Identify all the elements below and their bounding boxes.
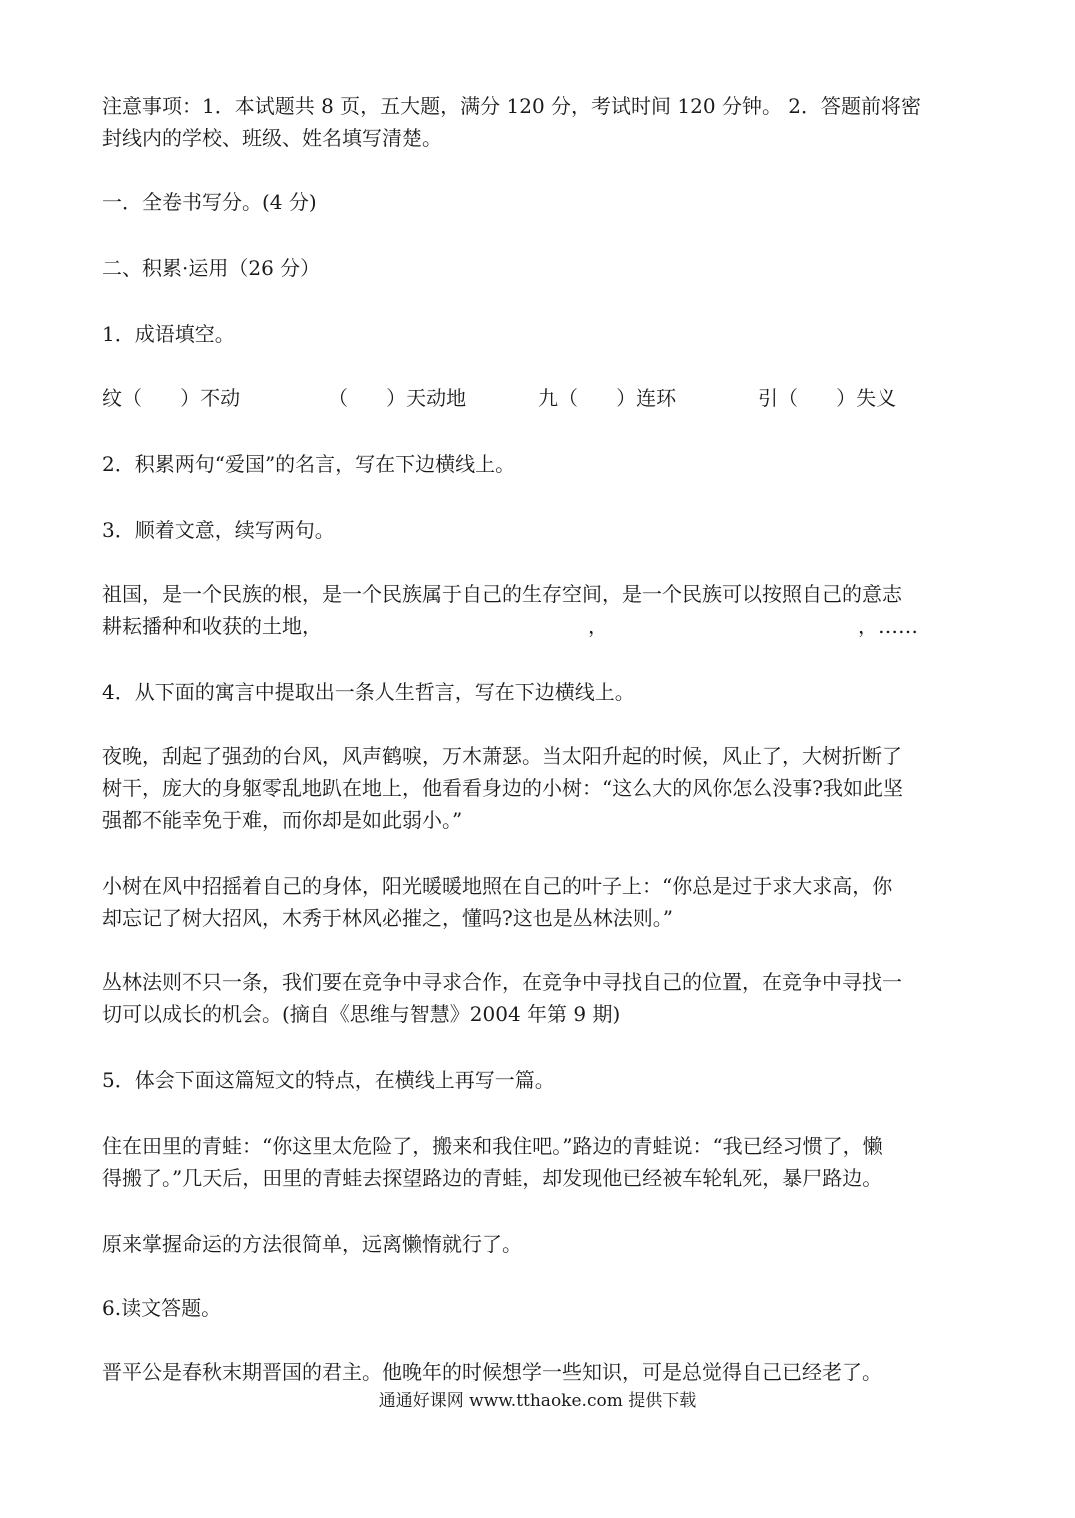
- continuation-comma: ，: [588, 614, 608, 638]
- section-2-heading: 二、积累·运用（26 分）: [102, 256, 321, 280]
- idiom-blank-3: 九（ ）连环: [538, 386, 677, 410]
- fable-p3-line-1: 丛林法则不只一条，我们要在竞争中寻求合作，在竞争中寻找自己的位置，在竞争中寻找一: [102, 970, 902, 994]
- notice-paragraph: [102, 90, 974, 154]
- fable-paragraph-2: [102, 870, 974, 934]
- question-3-line-1: 祖国，是一个民族的根，是一个民族属于自己的生存空间，是一个民族可以按照自己的意志: [102, 582, 902, 606]
- idiom-fill-row: [102, 382, 974, 414]
- question-3-line-2-start: 耕耘播种和收获的土地，: [102, 614, 322, 638]
- idiom-blank-2: （ ）天动地: [328, 386, 467, 410]
- fable-p1-line-1: 夜晚，刮起了强劲的台风，风声鹤唳，万木萧瑟。当太阳升起的时候，风止了，大树折断了: [102, 744, 902, 768]
- notice-line-1: 注意事项：1．本试题共 8 页，五大题，满分 120 分，考试时间 120 分钟。 2．答题前将密: [102, 94, 922, 118]
- fable-p1-line-2: 树干，庞大的身躯零乱地趴在地上，他看看身边的小树：“这么大的风你怎么没事?我如此坚: [102, 776, 903, 800]
- question-2-title: 2．积累两句“爱国”的名言，写在下边横线上。: [102, 452, 516, 476]
- page-footer: 通通好课网 www.tthaoke.com 提供下载: [378, 1391, 697, 1411]
- fable-p2-line-1: 小树在风中招摇着自己的身体，阳光暖暖地照在自己的叶子上：“你总是过于求大求高，你: [102, 874, 893, 898]
- question-6-passage: 晋平公是春秋末期晋国的君主。他晚年的时候想学一些知识，可是总觉得自己已经老了。: [102, 1360, 882, 1384]
- fable-p3-line-2: 切可以成长的机会。(摘自《思维与智慧》2004 年第 9 期): [102, 1002, 621, 1026]
- fable-paragraph-3: [102, 966, 974, 1030]
- idiom-blank-1: 纹（ ）不动: [102, 386, 241, 410]
- question-3-title: 3．顺着文意，续写两句。: [102, 518, 335, 542]
- frog-story-moral: 原来掌握命运的方法很简单，远离懒惰就行了。: [102, 1232, 522, 1256]
- frog-story-line-2: 得搬了。”几天后，田里的青蛙去探望路边的青蛙，却发现他已经被车轮轧死，暴尸路边。: [102, 1166, 883, 1190]
- fable-paragraph-1: [102, 740, 974, 836]
- idiom-blank-4: 引（ ）失义: [758, 386, 897, 410]
- question-3-line-2: [102, 610, 974, 642]
- frog-story-paragraph: [102, 1130, 974, 1194]
- question-3-passage: [102, 578, 974, 642]
- notice-line-2: 封线内的学校、班级、姓名填写清楚。: [102, 126, 442, 150]
- continuation-ending: ，……: [858, 614, 918, 638]
- question-5-title: 5．体会下面这篇短文的特点，在横线上再写一篇。: [102, 1068, 555, 1092]
- section-1-heading: 一．全卷书写分。(4 分): [102, 190, 317, 214]
- frog-story-line-1: 住在田里的青蛙：“你这里太危险了，搬来和我住吧。”路边的青蛙说：“我已经习惯了，懒: [102, 1134, 883, 1158]
- question-4-title: 4．从下面的寓言中提取出一条人生哲言，写在下边横线上。: [102, 680, 635, 704]
- fable-p2-line-2: 却忘记了树大招风，木秀于林风必摧之，懂吗?这也是丛林法则。”: [102, 906, 673, 930]
- question-1-title: 1．成语填空。: [102, 322, 235, 346]
- question-6-title: 6.读文答题。: [102, 1296, 222, 1320]
- fable-p1-line-3: 强都不能幸免于难，而你却是如此弱小。”: [102, 808, 463, 832]
